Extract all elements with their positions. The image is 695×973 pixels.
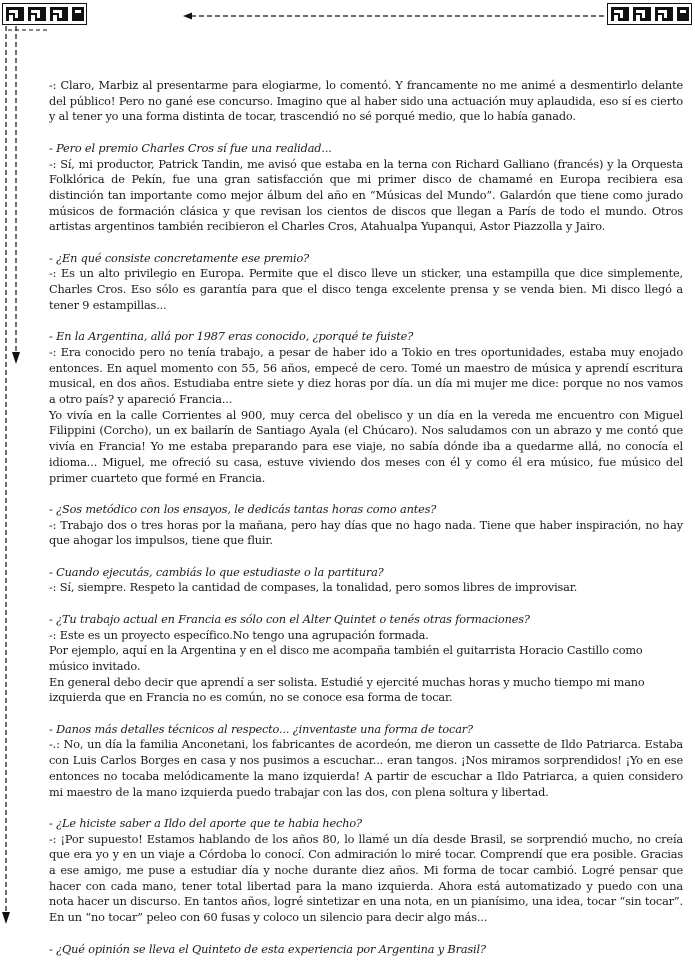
question-heading: - Cuando ejecutás, cambiás lo que estudiaste o la partitura? xyxy=(49,565,384,579)
answer-paragraph: Yo vivía en la calle Corrientes al 900, muy cerca del obelisco y un día en la vereda me encuentro con Miguel Filippini (Corcho), un ex bailarín de Santiago Ayala (el Chúcaro). Nos saludamos con un abrazo y me contó que vivía en Francia! Yo me estaba preparando para ese viaje, no sabía dónde iba a quedarme allá, no conocía el idioma... Miguel, me ofreció su casa, estuve viviendo dos meses con él y como él era músico, fue músico del primer cuarteto que formé en Francia. xyxy=(49,408,683,485)
greek-key-ornament-left xyxy=(2,3,87,25)
answer-paragraph: -: Este es un proyecto específico.No tengo una agrupación formada. xyxy=(49,628,429,642)
question-heading: - ¿Tu trabajo actual en Francia es sólo con el Alter Quintet o tenés otras formaciones? xyxy=(49,612,530,626)
answer-paragraph: -: Sí, mi productor, Patrick Tandin, me avisó que estaba en la terna con Richard Galliano (francés) y la Orquesta Folklórica de Pekín, fue una gran satisfacción que mi primer disco de chamamé en Europa recibiera esa distinción tan importante como mejor álbum del año en “Músicas del Mundo”. Galardón que tiene como jurado músicos de formación clásica y que revisan los cientos de discos que llegan a París de todo el mundo. Otros artistas argentinos también recibieron el Charles Cros, Atahualpa Yupanqui, Astor Piazzolla y Jairo. xyxy=(49,157,683,234)
answer-paragraph: -: Era conocido pero no tenía trabajo, a pesar de haber ido a Tokio en tres oportunidades, estaba muy enojado entonces. En aquel momento con 55, 56 años, empecé de cero. Tomé un maestro de música y aprendí escritura musical, en dos años. Estudiaba entre siete y diez horas por día. un día mi mujer me dice: porque no nos vamos a otro país? y apareció Francia... xyxy=(49,345,683,407)
question-heading: - ¿Qué opinión se lleva el Quinteto de esta experiencia por Argentina y Brasil? xyxy=(49,942,486,956)
answer-paragraph: En general debo decir que aprendí a ser solista. Estudié y ejercité muchas horas y mucho tiempo mi mano izquierda que en Francia no es común, no se conoce esa forma de tocar. xyxy=(49,675,645,705)
question-heading: - Pero el premio Charles Cros sí fue una realidad... xyxy=(49,141,332,155)
left-dashed-arrow-down xyxy=(2,26,10,926)
qa-block-3 xyxy=(49,251,683,314)
qa-block-8 xyxy=(49,722,683,801)
qa-block-7 xyxy=(49,612,683,706)
question-heading: - ¿Sos metódico con los ensayos, le dedicás tantas horas como antes? xyxy=(49,502,437,516)
question-heading: - ¿En qué consiste concretamente ese premio? xyxy=(49,251,310,265)
greek-key-ornament-right xyxy=(607,3,692,25)
answer-paragraph: -.: No, un día la familia Anconetani, los fabricantes de acordeón, me dieron un cassette de Ildo Patriarca. Estaba con Luis Carlos Borges en casa y nos pusimos a escuchar... eran tangos. ¡Nos miramos sorprendidos! ¡Yo en ese entonces no tocaba melódicamente la mano izquierda! A partir de escuchar a Ildo Patriarca, a quien considero mi maestro de la mano izquierda puedo trabajar con las dos, con plena soltura y libertad. xyxy=(49,738,683,799)
question-heading: - En la Argentina, allá por 1987 eras conocido, ¿porqué te fuiste? xyxy=(49,330,414,344)
answer-paragraph: -: ¡Por supuesto! Estamos hablando de los años 80, lo llamé un día desde Brasil, se sorprendió mucho, no creía que era yo y en un viaje a Córdoba lo conocí. Con admiración lo miré tocar. Comprendí que era posible. Gracias a ese amigo, me puse a estudiar día y noche durante diez años. Mi forma de tocar cambió. Logré pensar que hacer con cada mano, tener total libertad para la mano izquierda. Ahora está automatizado y puedo con una nota hacer un discurso. En tantos años, logré sintetizar en una nota, en un pianísimo, una idea, tocar “sin tocar”. En un “no tocar” peleo con 60 fusas y coloco un silencio para decir algo más... xyxy=(49,832,683,925)
qa-block-10 xyxy=(49,942,683,958)
qa-block-1 xyxy=(49,78,683,125)
inner-dashed-arrow-down xyxy=(12,26,20,366)
qa-block-5 xyxy=(49,502,683,549)
answer-paragraph: -: Sí, siempre. Respeto la cantidad de compases, la tonalidad, pero somos libres de improvisar. xyxy=(49,581,578,595)
qa-block-9 xyxy=(49,816,683,926)
answer-paragraph: -: Trabajo dos o tres horas por la mañana, pero hay días que no hago nada. Tiene que haber inspiración, no hay que ahogar los impulsos, tiene que fluir. xyxy=(49,518,683,548)
corner-dashed-connector xyxy=(8,26,48,34)
top-dashed-arrow-left xyxy=(183,12,607,20)
qa-block-2 xyxy=(49,141,683,235)
interview-text xyxy=(49,78,683,973)
answer-paragraph: Por ejemplo, aquí en la Argentina y en el disco me acompaña también el guitarrista Horacio Castillo como músico invitado. xyxy=(49,644,643,673)
qa-block-4 xyxy=(49,329,683,486)
qa-block-6 xyxy=(49,565,683,596)
question-heading: - Danos más detalles técnicos al respecto... ¿inventaste una forma de tocar? xyxy=(49,722,473,736)
answer-paragraph: -: Es un alto privilegio en Europa. Permite que el disco lleve un sticker, una estampilla que dice simplemente, Charles Cros. Eso sólo es garantía para que el disco tenga excelente prensa y se venda bien. Mi disco llegó a tener 9 estampillas... xyxy=(49,267,683,312)
question-heading: - ¿Le hiciste saber a Ildo del aporte que te habia hecho? xyxy=(49,816,362,830)
answer-paragraph: -: Claro, Marbiz al presentarme para elogiarme, lo comentó. Y francamente no me animé a desmentirlo delante del público! Pero no gané ese concurso. Imagino que al haber sido una actuación muy aplaudida, eso sí es cierto y al tener yo una forma distinta de tocar, trascendió no sé porqué medio, que lo había ganado. xyxy=(49,79,683,124)
